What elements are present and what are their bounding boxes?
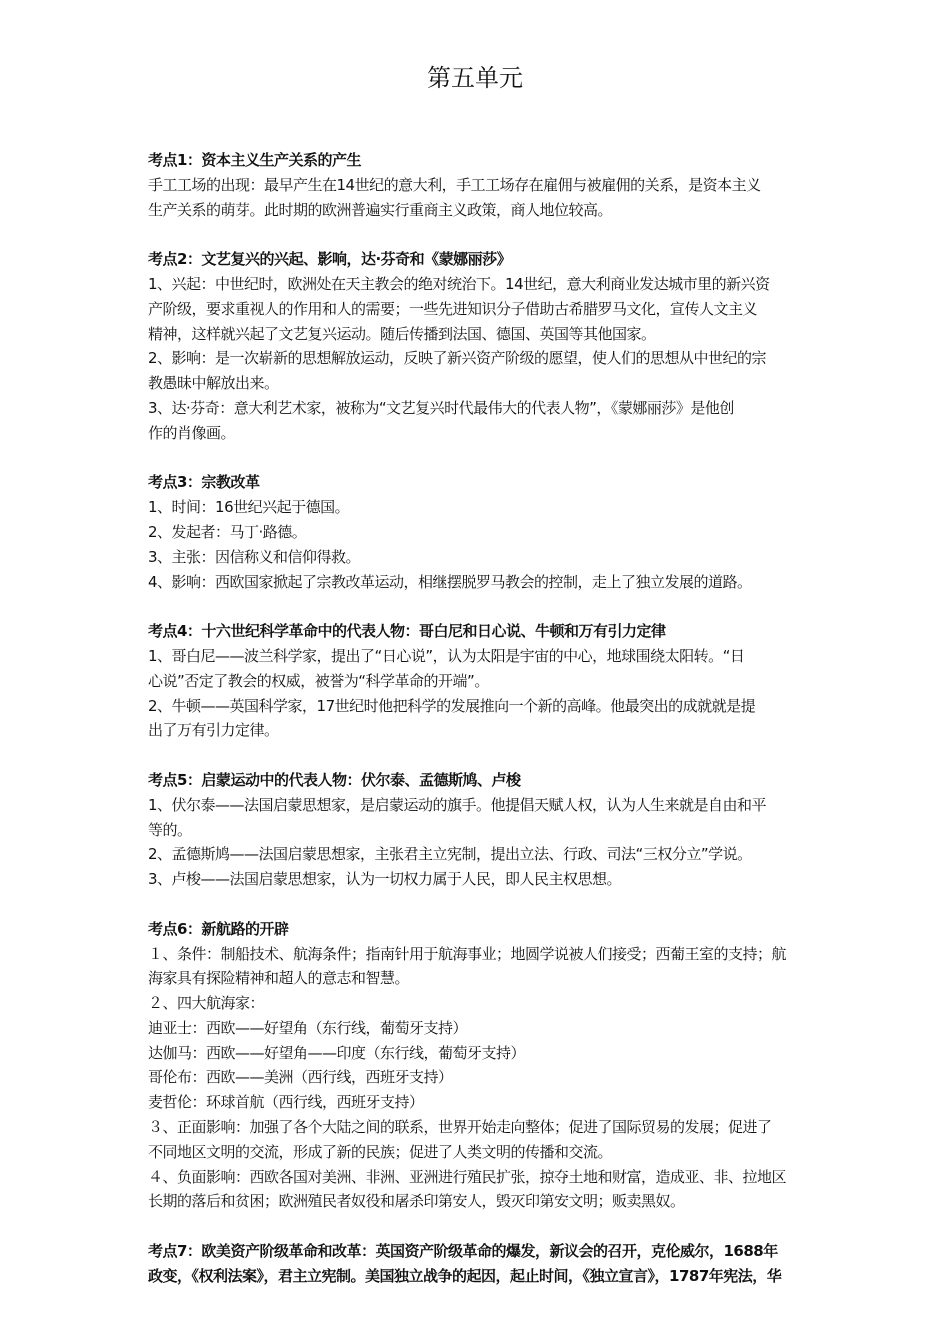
section-line: ２、四大航海家： <box>148 994 265 1013</box>
section-3 <box>148 470 838 594</box>
page-title: 第五单元 <box>427 64 523 92</box>
spacer <box>148 446 838 471</box>
section-line: 长期的落后和贫困；欧洲殖民者奴役和屠杀印第安人，毁灭印第安文明；贩卖黑奴。 <box>148 1192 685 1211</box>
section-heading: 考点5：启蒙运动中的代表人物：伏尔泰、孟德斯鸠、卢梭 <box>148 770 521 789</box>
section-line: 迪亚士：西欧——好望角（东行线，葡萄牙支持） <box>148 1018 468 1037</box>
section-line: 1、兴起：中世纪时，欧洲处在天主教会的绝对统治下。14世纪，意大利商业发达城市里的新兴资 <box>148 274 770 293</box>
section-line: 2、影响：是一次崭新的思想解放运动，反映了新兴资产阶级的愿望，使人们的思想从中世纪的宗 <box>148 349 767 368</box>
section-heading: 考点6：新航路的开辟 <box>148 919 289 938</box>
section-line: 海家具有探险精神和超人的意志和智慧。 <box>148 969 410 988</box>
section-heading: 考点7：欧美资产阶级革命和改革：英国资产阶级革命的爆发，新议会的召开，克伦威尔，1688年 <box>148 1242 778 1261</box>
section-heading: 考点1：资本主义生产关系的产生 <box>148 151 361 169</box>
section-line: ３、正面影响：加强了各个大陆之间的联系，世界开始走向整体；促进了国际贸易的发展；促进了 <box>148 1118 772 1137</box>
section-line: 麦哲伦：环球首航（西行线，西班牙支持） <box>148 1093 424 1112</box>
section-5 <box>148 768 838 892</box>
spacer <box>148 222 838 247</box>
section-line: 1、时间：16世纪兴起于德国。 <box>148 498 350 517</box>
section-line: 产阶级，要求重视人的作用和人的需要；一些先进知识分子借助古希腊罗马文化，宣传人文主义 <box>148 299 758 318</box>
section-2 <box>148 247 838 445</box>
section-line: 1、哥白尼——波兰科学家，提出了“日心说”，认为太阳是宇宙的中心，地球围绕太阳转。“日 <box>148 646 745 665</box>
section-line: 4、影响：西欧国家掀起了宗教改革运动，相继摆脱罗马教会的控制，走上了独立发展的道路。 <box>148 572 752 591</box>
section-line: 心说”否定了教会的权威，被誉为“科学革命的开端”。 <box>148 671 489 690</box>
section-line: 3、卢梭——法国启蒙思想家，认为一切权力属于人民，即人民主权思想。 <box>148 870 622 889</box>
section-line: １、条件：制船技术、航海条件；指南针用于航海事业；地圆学说被人们接受；西葡王室的支持；航 <box>148 944 787 963</box>
spacer <box>148 892 838 917</box>
section-line: 达伽马：西欧——好望角——印度（东行线，葡萄牙支持） <box>148 1043 526 1062</box>
section-line: 3、达·芬奇：意大利艺术家，被称为“文艺复兴时代最伟大的代表人物”，《蒙娜丽莎》是他创 <box>148 398 734 417</box>
section-line: 2、孟德斯鸠——法国启蒙思想家，主张君主立宪制，提出立法、行政、司法“三权分立”学说。 <box>148 845 752 864</box>
section-1 <box>148 148 838 222</box>
section-line: 生产关系的萌芽。此时期的欧洲普遍实行重商主义政策，商人地位较高。 <box>148 200 613 219</box>
section-heading: 考点3：宗教改革 <box>148 473 260 492</box>
section-line: 2、牛顿——英国科学家，17世纪时他把科学的发展推向一个新的高峰。他最突出的成就就是提 <box>148 696 756 715</box>
section-line: 手工工场的出现：最早产生在14世纪的意大利，手工工场存在雇佣与被雇佣的关系，是资本主义 <box>148 175 761 194</box>
document-body <box>148 148 838 1289</box>
section-line: 3、主张：因信称义和信仰得救。 <box>148 547 361 566</box>
section-heading: 考点2：文艺复兴的兴起、影响，达·芬奇和《蒙娜丽莎》 <box>148 250 512 269</box>
spacer <box>148 743 838 768</box>
section-line: 作的肖像画。 <box>148 423 236 442</box>
section-line: ４、负面影响：西欧各国对美洲、非洲、亚洲进行殖民扩张，掠夺土地和财富，造成亚、非、拉地区 <box>148 1167 787 1186</box>
section-heading: 考点4：十六世纪科学革命中的代表人物：哥白尼和日心说、牛顿和万有引力定律 <box>148 622 666 641</box>
section-line: 哥伦布：西欧——美洲（西行线，西班牙支持） <box>148 1068 453 1087</box>
spacer <box>148 1214 838 1239</box>
section-line: 2、发起者：马丁·路德。 <box>148 522 307 541</box>
section-4 <box>148 619 838 743</box>
section-heading-continued: 政变，《权利法案》，君主立宪制。美国独立战争的起因，起止时间，《独立宣言》，1787年宪法，华 <box>148 1266 782 1285</box>
section-6 <box>148 917 838 1215</box>
spacer <box>148 594 838 619</box>
section-7 <box>148 1239 838 1289</box>
section-line: 出了万有引力定律。 <box>148 721 279 740</box>
section-line: 不同地区文明的交流，形成了新的民族；促进了人类文明的传播和交流。 <box>148 1142 613 1161</box>
section-line: 1、伏尔泰——法国启蒙思想家，是启蒙运动的旗手。他提倡天赋人权，认为人生来就是自由和平 <box>148 795 767 814</box>
section-line: 等的。 <box>148 820 192 839</box>
section-line: 精神，这样就兴起了文艺复兴运动。随后传播到法国、德国、英国等其他国家。 <box>148 324 656 343</box>
section-line: 教愚昧中解放出来。 <box>148 374 279 393</box>
